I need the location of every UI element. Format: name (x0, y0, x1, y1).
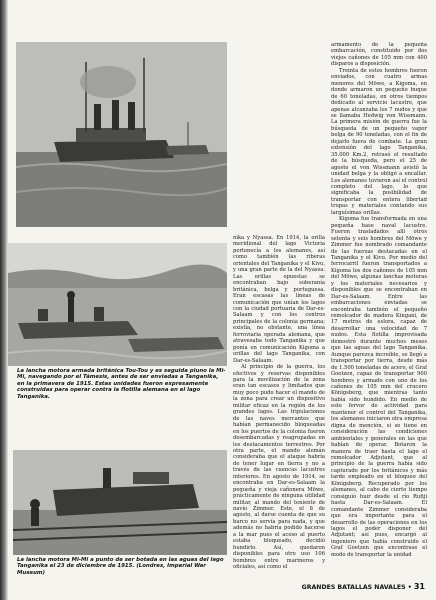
publication-title: GRANDES BATALLAS NAVALES (301, 584, 406, 591)
launch-illustration (8, 243, 227, 366)
caption-mimi-photo: La lancha motora Mi-Mi a punto de ser botada en las aguas del lago Tanganika el 23 de diciembre de 1915. (Londres, Imperial War Museum) (17, 557, 224, 576)
paragraph: armamento de la pequeña embarcación, constituido por dos viejos cañones de 105 mm con 400 disparos a disposición. (331, 42, 427, 68)
body-column-middle (233, 235, 325, 580)
paragraph: Treinta de estos hombres fueron enviados, con cuatro armas menores del Möwe, a Kigoma, en donde armaron un pequeño buque de 60 toneladas, en otros tiempos dedicado al servicio lacustre, que apenas alcanzaba los 7 nudos y que se llamaba Hedwig von Wissmann. La primera misión de guerra fue la búsqueda de un pequeño vapor belga de 90 toneladas, con el fin de dejarlo fuera de combate. La gran extensión del lago Tanganika, 35.000 Km.2, retrasó el resultado de la búsqueda, pero el 25 de agosto el von Wissmann avistó la unidad belga y la obligó a encallar. Los alemanes tuvieron así el control completo del lago, lo que significaba la posibilidad de transportar con entera libertad tropas y materiales contando sus larguísimas orillas. (331, 67, 427, 216)
photo-mimi-launch (13, 450, 227, 555)
paragraph: nika y Nyassa. En 1914, la orilla meridional del lago Victoria pertenecía a los alemanes, así como también las riberas orientales del Tanganika y el Kivu, y una gran parte de la del Nyassa. Las orillas opuestas se encontraban bajo soberanía británica, belga y portuguesa. Eran escasas las líneas de comunicación que unían los lagos con la ciudad portuaria de Dar-es-Salaam y con los centros principales de la colonia germana; existía, no obstante, una línea ferroviaria operada alemana, que atravesaba todo Tanganika y que ponía en comunicación Kigoma a orillas del lago Tanganika, con Dar-es-Salaam. (233, 235, 325, 364)
photo-warship (16, 42, 227, 227)
page-number: 31 (413, 582, 425, 591)
mimi-illustration (13, 450, 227, 555)
caption-launch-photo: La lancha motora armada británica Tou-Tou y es seguida pluno la Mi-Mi, navegando por el Támesis, antes de ser enviadas a Tanganika, en la primavera de 1915. Estas unidades fueron expresamente construidas para operar contra la flotilla alemana en el lago Tanganika. (17, 368, 226, 400)
photo-motor-launch (8, 243, 227, 366)
page-binding-edge (0, 0, 8, 600)
page-footer: GRANDES BATALLAS NAVALES • 31 (301, 582, 425, 591)
warship-illustration (16, 42, 227, 227)
paragraph: Al principio de la guerra, los efectivos y reservas disponibles para la movilización de la zona eran tan escasos y limitados que muy poco pudo hacer el mando de la zona para crear un dispositivo militar eficaz en la región de los grandes lagos. Las tripulaciones de las naves mercantes que habían permanecido bloqueadas en los puertos de la colonia fueron desembarcadas y reagrupadas en los destacamentos terrestres. Por otra parte, el mando alemán consideraba que el ataque habría de tener lugar en tierra y no a través de las cuencas lacustres interiores. En agosto de 1914, se encontraba en Dar-es-Salaam la pequeña y vieja cañonera Möwe, prácticamente de ninguna utilidad militar, al mando del teniente de navío Zimmer. Este, el 8 de agosto, al darse cuenta de que su barco no servía para nada, y que además no habría podido hacerse a la mar pues el acoso al puerto estaba bloqueado, decidió hundirlo. Así, quedaron disponibles para otro uso 106 hombres entre marineros y oficiales, así como el (233, 364, 325, 571)
body-column-right (331, 42, 427, 582)
paragraph: Kigoma fue transformada en una pequeña base naval lacustre. Fueron trasladados allí otros setenta y seis hombres del Möwe y Zimmer fue nombrado comandante de las fuerzas destacadas en el Tanganika y el Kivu. Por medio del ferrocarril fueron transportados a Kigoma los dos cañones de 105 mm del Möwe, algunas lanchas motoras y los materiales necesarios y disponibles que se encontraban en Dar-es-Salaam. Entre las embarcaciones enviadas se encontraba también el pequeño remolcador de madera Kingani, de 17 metros de eslora, capaz de desarrollar una velocidad de 7 nudos. Esta flotilla improvisada demostró durante muchos meses que las aguas del lago Tanganika. Aunque parezca increíble, se llegó a transportar por tierra, desde más de 1.500 toneladas de acero, el Graf Goetzen, capaz de transportar 900 hombres y armado con uno de los cañones de 105 mm del crucero Königsberg, que mientras tanto había sido hundido. En medio de este fervor de actividad para mantener el control del Tanganika, los alemanes iniciaron otra empresa digna de mención, si se tiene en consideración las condiciones ambientales y generales en las que habían de operar. Botaron la manera de traer hasta el lago el remolcador Adjutant, que al principio de la guerra había sido capturado por los británicos y más tarde empleado en el bloqueo del Königsberg. Recuperado por los alemanes, al cabo de cierto tiempo consiguió huir desde el río Rufiji hasta Dar-es-Salaam. El comandante Zimmer consideraba que era importante para el desarrollo de las operaciones en los lagos el poder disponer del Adjutant; así pues, encargó al ingeniero que había construido el Graf Goetzen que encontrase el modo de transportar la unidad (331, 216, 427, 558)
